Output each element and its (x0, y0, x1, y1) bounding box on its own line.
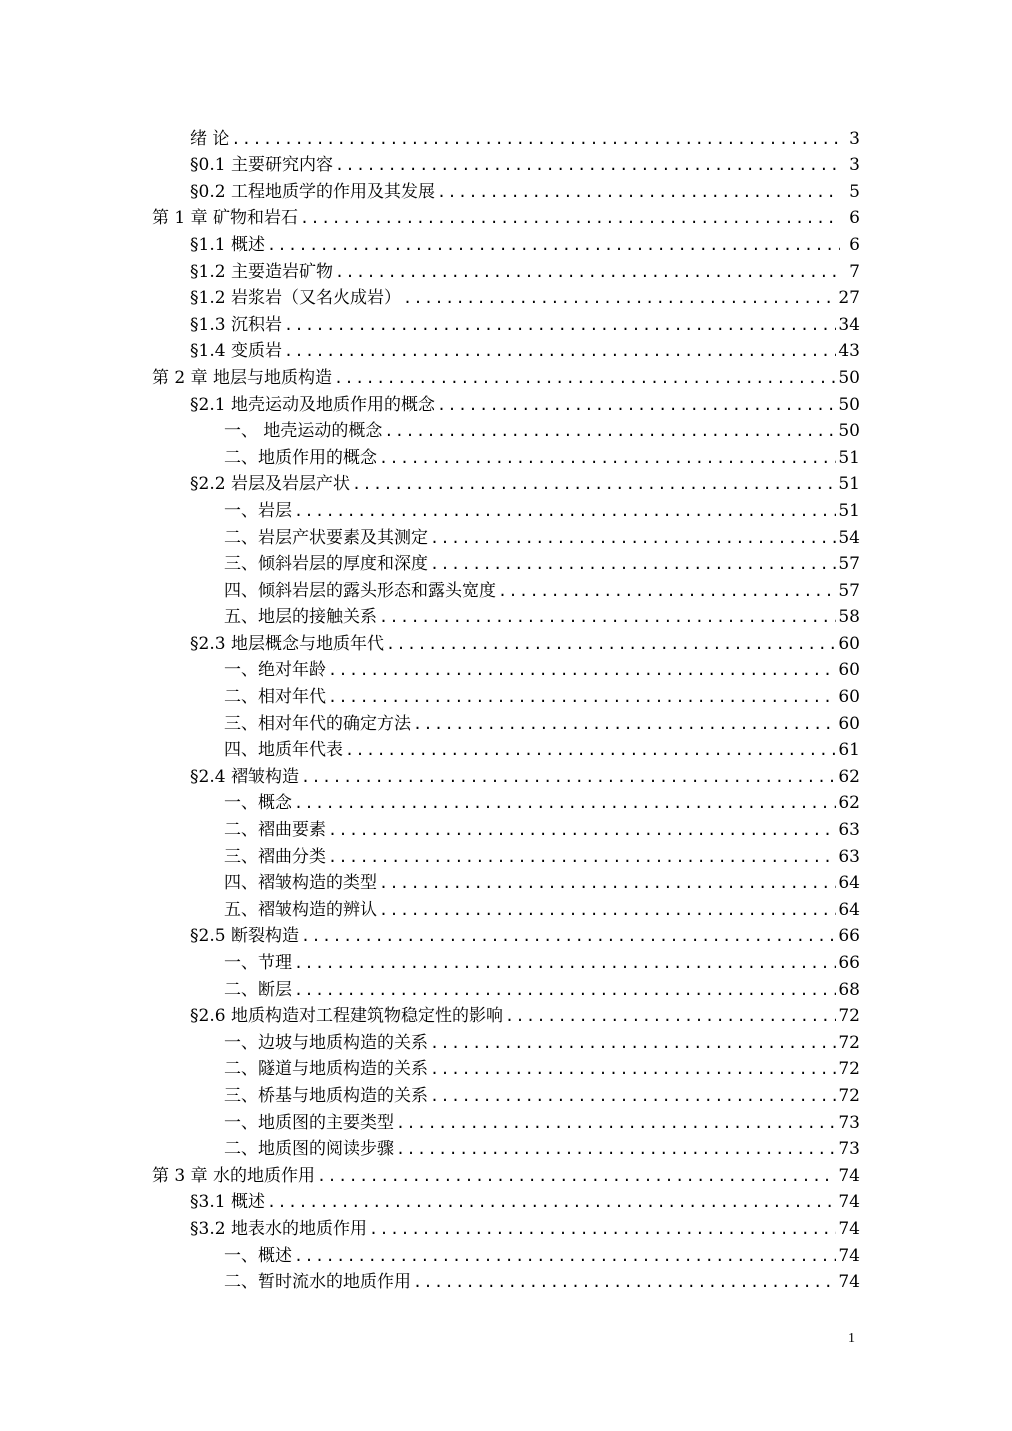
toc-entry[interactable] (152, 813, 860, 840)
toc-entry-page: 51 (838, 474, 860, 495)
toc-dot-leader (301, 926, 836, 946)
toc-entry[interactable] (152, 228, 860, 255)
toc-entry-page: 73 (838, 1112, 860, 1133)
toc-entry-page: 50 (838, 394, 860, 415)
toc-entry-page: 66 (838, 953, 860, 973)
toc-entry-page: 74 (838, 1272, 860, 1293)
toc-entry-title: 五、褶皱构造的辨认 (224, 899, 377, 920)
toc-entry[interactable] (152, 1186, 860, 1213)
toc-entry[interactable] (152, 680, 860, 707)
toc-entry-page: 64 (838, 873, 860, 894)
toc-entry[interactable] (152, 388, 860, 415)
toc-dot-leader (498, 581, 836, 601)
toc-entry-page: 62 (838, 766, 860, 787)
toc-dot-leader (231, 129, 840, 149)
toc-entry[interactable] (152, 255, 860, 282)
toc-entry[interactable] (152, 441, 860, 468)
toc-entry-title: §0.2 工程地质学的作用及其发展 (190, 181, 435, 202)
toc-entry[interactable] (152, 335, 860, 362)
toc-entry[interactable] (152, 760, 860, 787)
toc-entry[interactable] (152, 282, 860, 309)
toc-chapter-entry[interactable] (152, 361, 860, 388)
toc-dot-leader (345, 740, 836, 760)
toc-dot-leader (294, 1246, 836, 1266)
toc-entry-page: 72 (838, 1085, 860, 1106)
toc-dot-leader (430, 528, 836, 548)
toc-dot-leader (384, 421, 836, 441)
toc-dot-leader (300, 208, 840, 228)
toc-entry-title: 三、桥基与地质构造的关系 (224, 1085, 428, 1106)
toc-dot-leader (301, 767, 836, 787)
toc-dot-leader (379, 448, 836, 468)
toc-entry-page: 72 (838, 1032, 860, 1053)
toc-entry-page: 27 (838, 288, 860, 309)
toc-entry[interactable] (152, 867, 860, 894)
toc-entry[interactable] (152, 654, 860, 681)
toc-entry-page: 64 (838, 899, 860, 920)
toc-entry[interactable] (152, 787, 860, 814)
toc-entry-page: 63 (838, 820, 860, 841)
toc-dot-leader (267, 1192, 836, 1212)
toc-entry[interactable] (152, 1266, 860, 1293)
page-number: 1 (848, 1331, 855, 1346)
toc-dot-leader (396, 1113, 836, 1133)
toc-dot-leader (413, 1272, 836, 1292)
toc-entry[interactable] (152, 946, 860, 973)
toc-entry[interactable] (152, 1000, 860, 1027)
toc-dot-leader (294, 953, 836, 973)
toc-entry-page: 6 (849, 234, 860, 255)
toc-entry-page: 72 (838, 1059, 860, 1080)
toc-entry-title: 一、边坡与地质构造的关系 (224, 1032, 428, 1053)
toc-entry-title: 第 3 章 水的地质作用 (152, 1165, 316, 1186)
toc-entry-page: 7 (849, 261, 860, 282)
toc-entry-page: 63 (838, 846, 860, 867)
toc-entry[interactable] (152, 175, 860, 202)
toc-dot-leader (335, 155, 840, 175)
toc-dot-leader (328, 820, 836, 840)
toc-entry-title: §0.1 主要研究内容 (190, 155, 333, 176)
toc-entry-page: 51 (838, 500, 860, 521)
toc-entry-page: 73 (838, 1139, 860, 1160)
toc-entry-title: §1.2 岩浆岩（又名火成岩） (190, 288, 401, 309)
toc-entry-title: 五、地层的接触关系 (224, 607, 377, 628)
toc-chapter-entry[interactable] (152, 202, 860, 229)
toc-dot-leader (267, 235, 840, 255)
toc-entry[interactable] (152, 468, 860, 495)
toc-entry-title: 二、暂时流水的地质作用 (224, 1272, 411, 1293)
toc-entry-title: 二、岩层产状要素及其测定 (224, 527, 428, 548)
toc-entry[interactable] (152, 1239, 860, 1266)
toc-entry-page: 60 (838, 633, 860, 654)
toc-entry-page: 66 (838, 926, 860, 947)
toc-entry-page: 57 (838, 580, 860, 601)
toc-dot-leader (396, 1139, 836, 1159)
toc-entry-title: §2.2 岩层及岩层产状 (190, 474, 350, 495)
toc-entry-title: §2.1 地壳运动及地质作用的概念 (190, 394, 435, 415)
toc-dot-leader (505, 1006, 836, 1026)
toc-entry[interactable] (152, 920, 860, 947)
toc-entry-page: 60 (838, 660, 860, 681)
toc-entry-page: 60 (838, 713, 860, 734)
toc-entry[interactable] (152, 548, 860, 575)
toc-entry-page: 50 (838, 421, 860, 442)
toc-entry-title: §3.2 地表水的地质作用 (190, 1218, 367, 1239)
toc-entry-title: §1.1 概述 (190, 234, 265, 255)
toc-dot-leader (284, 315, 836, 335)
toc-dot-leader (430, 1059, 836, 1079)
toc-entry-title: §3.1 概述 (190, 1192, 265, 1213)
toc-entry[interactable] (152, 893, 860, 920)
toc-entry-title: 一、地质图的主要类型 (224, 1112, 394, 1133)
toc-dot-leader (413, 714, 836, 734)
toc-entry-title: §1.2 主要造岩矿物 (190, 261, 333, 282)
toc-entry-page: 51 (838, 447, 860, 468)
toc-entry[interactable] (152, 574, 860, 601)
toc-dot-leader (335, 262, 840, 282)
toc-entry-page: 3 (849, 128, 860, 149)
toc-entry[interactable] (152, 1026, 860, 1053)
toc-entry-page: 50 (838, 367, 860, 388)
toc-entry-title: 三、相对年代的确定方法 (224, 713, 411, 734)
toc-entry-title: 四、倾斜岩层的露头形态和露头宽度 (224, 580, 496, 601)
toc-entry-title: 三、倾斜岩层的厚度和深度 (224, 554, 428, 575)
toc-entry[interactable] (152, 1133, 860, 1160)
toc-entry-title: §1.3 沉积岩 (190, 314, 282, 335)
toc-entry-title: 三、褶曲分类 (224, 846, 326, 867)
toc-entry[interactable] (152, 1106, 860, 1133)
toc-dot-leader (437, 395, 836, 415)
toc-entry-title: §2.4 褶皱构造 (190, 766, 299, 787)
toc-dot-leader (437, 182, 840, 202)
toc-entry-title: §2.5 断裂构造 (190, 926, 299, 947)
toc-entry-page: 74 (838, 1218, 860, 1239)
toc-entry-title: 一、绝对年龄 (224, 660, 326, 681)
toc-entry-page: 74 (838, 1192, 860, 1213)
toc-entry[interactable] (152, 308, 860, 335)
toc-dot-leader (379, 607, 836, 627)
toc-entry-page: 62 (838, 793, 860, 814)
toc-dot-leader (317, 1166, 836, 1186)
toc-entry-title: 一、概念 (224, 793, 292, 814)
toc-entry-page: 60 (838, 687, 860, 708)
toc-entry[interactable] (152, 1212, 860, 1239)
toc-entry-title: 二、地质作用的概念 (224, 447, 377, 468)
toc-entry-page: 72 (838, 1006, 860, 1027)
toc-entry[interactable] (152, 521, 860, 548)
toc-entry[interactable] (152, 494, 860, 521)
table-of-contents (152, 122, 860, 1292)
toc-entry[interactable] (152, 734, 860, 761)
toc-dot-leader (294, 980, 836, 1000)
toc-entry[interactable] (152, 601, 860, 628)
toc-dot-leader (334, 368, 836, 388)
toc-entry-title: 一、岩层 (224, 500, 292, 521)
toc-entry-page: 58 (838, 607, 860, 628)
toc-entry[interactable] (152, 840, 860, 867)
toc-entry-title: 二、褶曲要素 (224, 820, 326, 841)
toc-dot-leader (328, 847, 836, 867)
toc-dot-leader (328, 687, 836, 707)
toc-entry-title: 二、相对年代 (224, 687, 326, 708)
toc-entry[interactable] (152, 149, 860, 176)
toc-dot-leader (430, 1086, 836, 1106)
toc-dot-leader (328, 660, 836, 680)
toc-entry-page: 54 (838, 527, 860, 548)
toc-entry-page: 6 (849, 208, 860, 229)
toc-entry-title: §2.3 地层概念与地质年代 (190, 633, 384, 654)
toc-dot-leader (379, 873, 836, 893)
toc-chapter-entry[interactable] (152, 1159, 860, 1186)
toc-dot-leader (294, 793, 836, 813)
toc-entry-page: 3 (849, 155, 860, 176)
toc-dot-leader (284, 341, 836, 361)
toc-dot-leader (352, 474, 836, 494)
toc-dot-leader (369, 1219, 836, 1239)
toc-entry-title: 四、地质年代表 (224, 740, 343, 761)
toc-entry[interactable] (152, 973, 860, 1000)
toc-dot-leader (430, 554, 836, 574)
toc-entry-page: 57 (838, 554, 860, 575)
toc-dot-leader (430, 1033, 836, 1053)
toc-dot-leader (403, 288, 836, 308)
toc-entry-title: 四、褶皱构造的类型 (224, 873, 377, 894)
toc-entry-page: 43 (838, 341, 860, 362)
toc-entry-page: 61 (838, 740, 860, 761)
toc-entry[interactable] (152, 1079, 860, 1106)
toc-dot-leader (379, 900, 836, 920)
toc-entry[interactable] (152, 1053, 860, 1080)
toc-entry-title: 一、概述 (224, 1245, 292, 1266)
toc-entry-title: 一、节理 (224, 953, 292, 973)
toc-entry-page: 34 (838, 314, 860, 335)
toc-entry-title: 第 2 章 地层与地质构造 (152, 367, 333, 388)
toc-entry-page: 5 (849, 181, 860, 202)
toc-entry[interactable] (152, 415, 860, 442)
toc-entry-page: 74 (838, 1165, 860, 1186)
toc-entry-title: 绪 论 (190, 128, 230, 149)
toc-entry-title: 一、 地壳运动的概念 (224, 421, 383, 442)
toc-entry-title: 二、地质图的阅读步骤 (224, 1139, 394, 1160)
toc-entry-title: 二、断层 (224, 979, 292, 1000)
toc-entry[interactable] (152, 707, 860, 734)
toc-dot-leader (294, 501, 836, 521)
toc-entry[interactable] (152, 122, 860, 149)
toc-entry-title: §2.6 地质构造对工程建筑物稳定性的影响 (190, 1006, 503, 1027)
toc-entry-page: 74 (838, 1245, 860, 1266)
toc-entry-title: 二、隧道与地质构造的关系 (224, 1059, 428, 1080)
toc-dot-leader (386, 634, 836, 654)
toc-entry-title: §1.4 变质岩 (190, 341, 282, 362)
toc-entry-page: 68 (838, 979, 860, 1000)
toc-entry[interactable] (152, 627, 860, 654)
toc-entry-title: 第 1 章 矿物和岩石 (152, 208, 299, 229)
